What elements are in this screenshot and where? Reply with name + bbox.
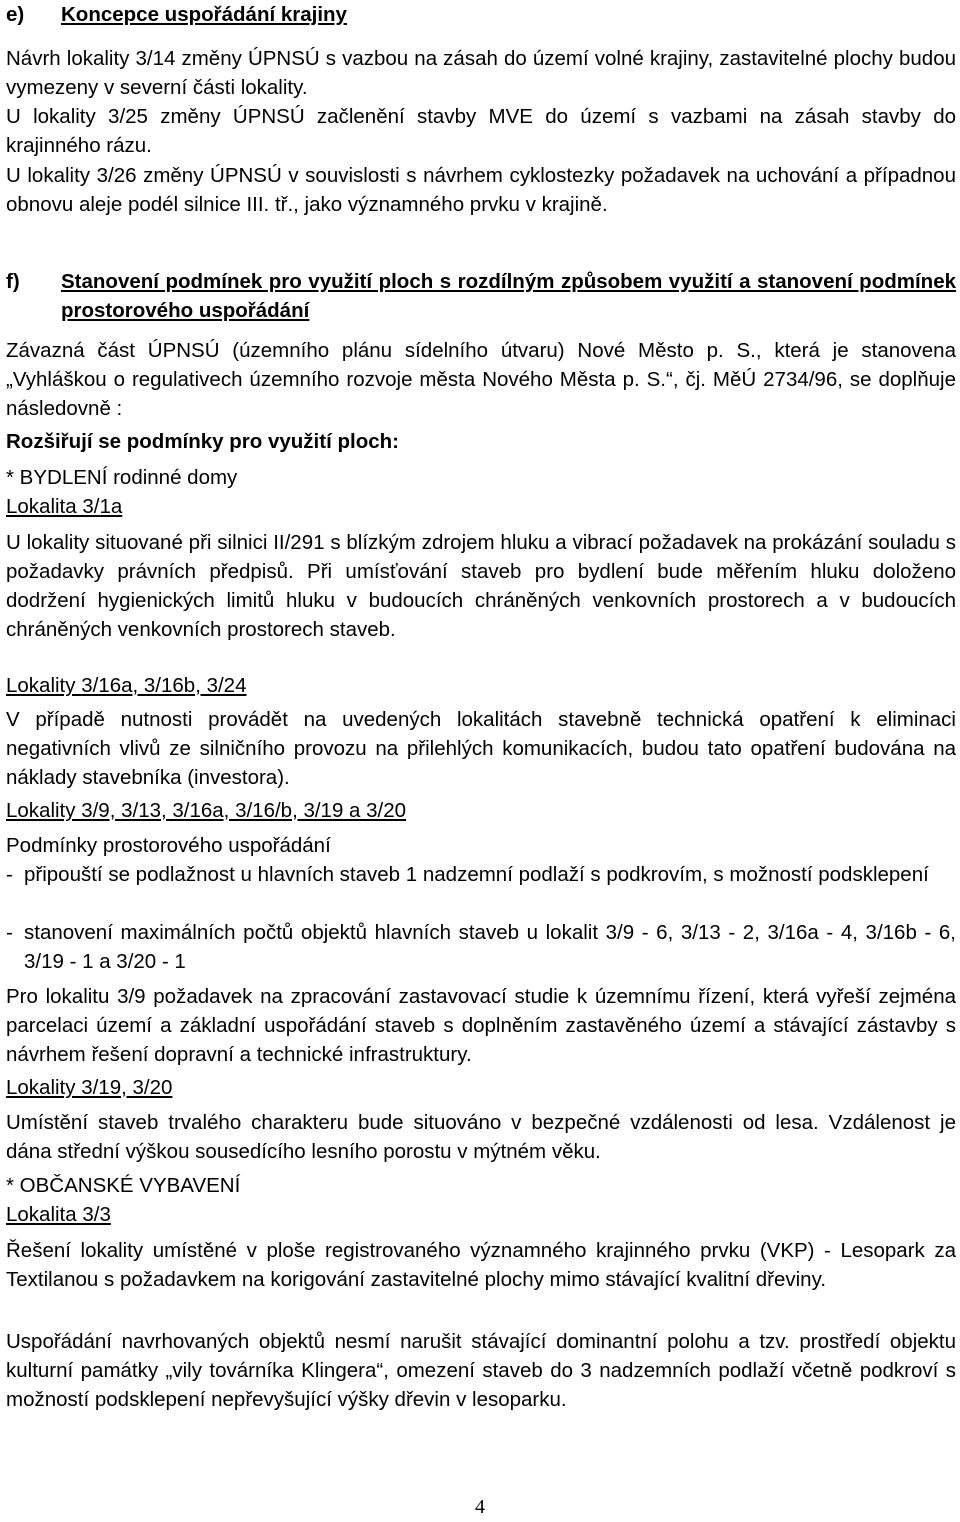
locality-3-19-title: Lokality 3/19, 3/20	[6, 1076, 173, 1099]
section-e-title: Koncepce uspořádání krajiny	[61, 3, 347, 26]
locality-3-1a-text: U lokality situované při silnici II/291 s blízkým zdrojem hluku a vibrací požadavek na prokázání souladu s požadavky právních předpisů. Při umísťování staveb pro bydlení bude měřením hluku doloženo dodržení hygienických limitů hluku v budoucích chráněných venkovních prostorech a v budoucích chráněných venkovních prostorech staveb.	[6, 531, 956, 641]
section-e-paragraph-2: U lokality 3/25 změny ÚPNSÚ začlenění stavby MVE do území s vazbami na zásah stavby do krajinného rázu.	[6, 105, 956, 157]
category-civic: * OBČANSKÉ VYBAVENÍ	[6, 1174, 241, 1197]
locality-3-3-text-1: Řešení lokality umístěné v ploše registrovaného významného krajinného prvku (VKP) - Lesopark za Textilanou s požadavkem na korigování zastavitelné plochy mimo stávající kvalitní dřeviny.	[6, 1239, 956, 1291]
list-item-text: stanovení maximálních počtů objektů hlavních staveb u lokalit 3/9 - 6, 3/13 - 2, 3/16a - 4, 3/16b - 6, 3/19 - 1 a 3/20 - 1	[24, 921, 956, 973]
page-number: 4	[475, 1496, 485, 1518]
section-e-paragraph-1: Návrh lokality 3/14 změny ÚPNSÚ s vazbou na zásah do území volné krajiny, zastavitelné plochy budou vymezeny v severní části lokality.	[6, 47, 956, 99]
list-item-text: připouští se podlažnost u hlavních staveb 1 nadzemní podlaží s podkrovím, s možností podsklepení	[24, 863, 929, 886]
locality-3-19-text: Umístění staveb trvalého charakteru bude situováno v bezpečné vzdálenosti od lesa. Vzdálenost je dána střední výškou sousedícího lesního porostu v mýtném věku.	[6, 1111, 956, 1163]
bullet-dash: -	[6, 863, 13, 886]
section-f-label: f)	[6, 270, 20, 293]
section-f-intro: Závazná část ÚPNSÚ (územního plánu sídelního útvaru) Nové Město p. S., která je stanovena „Vyhláškou o regulativech územního rozvoje města Nového Města p. S.“, čj. MěÚ 2734/96, se doplňuje následovně :	[6, 339, 956, 420]
locality-3-1a-title: Lokalita 3/1a	[6, 495, 123, 518]
section-e-label: e)	[6, 3, 25, 26]
locality-3-16-title: Lokality 3/16a, 3/16b, 3/24	[6, 674, 247, 697]
locality-3-9-title: Lokality 3/9, 3/13, 3/16a, 3/16/b, 3/19 a 3/20	[6, 799, 407, 822]
section-e-paragraph-3: U lokality 3/26 změny ÚPNSÚ v souvislosti s návrhem cyklostezky požadavek na uchování a případnou obnovu aleje podél silnice III. tř., jako významného prvku v krajině.	[6, 164, 956, 216]
locality-3-3-text-2: Uspořádání navrhovaných objektů nesmí narušit stávající dominantní polohu a tzv. prostředí objektu kulturní památky „vily továrníka Klingera“, omezení staveb do 3 nadzemních podlaží včetně podkroví s možností podsklepení nepřevyšující výšky dřevin v lesoparku.	[6, 1330, 956, 1411]
locality-3-9-subtitle: Podmínky prostorového uspořádání	[6, 834, 331, 857]
locality-3-16-text: V případě nutnosti provádět na uvedených lokalitách stavebně technická opatření k eliminaci negativních vlivů ze silničního provozu na přilehlých komunikacích, budou tato opatření budována na náklady stavebníka (investora).	[6, 708, 956, 789]
bullet-dash: -	[6, 921, 13, 944]
section-f-subheading: Rozšiřují se podmínky pro využití ploch:	[6, 430, 399, 453]
section-f-title: Stanovení podmínek pro využití ploch s rozdílným způsobem využití a stanovení podmínek prostorového uspořádání	[61, 270, 956, 322]
locality-3-9-text: Pro lokalitu 3/9 požadavek na zpracování zastavovací studie k územnímu řízení, která vyřeší zejména parcelaci území a základní uspořádání staveb s doplněním zastavěného území a stávající zástavby s návrhem řešení dopravní a technické infrastruktury.	[6, 985, 956, 1066]
category-housing: * BYDLENÍ rodinné domy	[6, 466, 238, 489]
locality-3-3-title: Lokalita 3/3	[6, 1203, 111, 1226]
